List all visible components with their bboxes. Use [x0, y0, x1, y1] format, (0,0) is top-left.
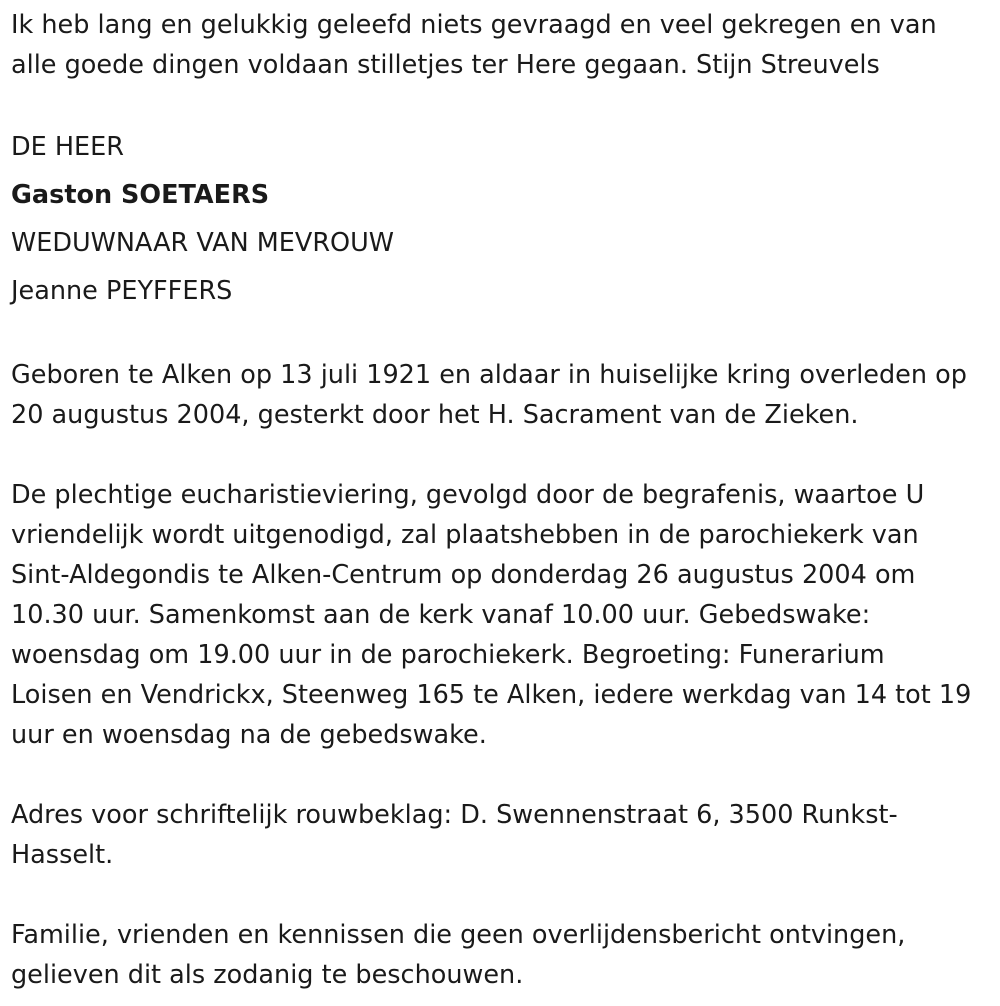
- spouse-name: Jeanne PEYFFERS: [11, 276, 233, 306]
- birth-death-paragraph: [11, 355, 997, 435]
- ceremony-line: Sint-Aldegondis te Alken-Centrum op donderdag 26 augustus 2004 om: [11, 560, 916, 590]
- deceased-block: [11, 123, 997, 315]
- ceremony-line: Loisen en Vendrickx, Steenweg 165 te Alken, iedere werkdag van 14 tot 19: [11, 680, 972, 710]
- paragraph-gap: [11, 85, 997, 125]
- paragraph-gap: [11, 875, 997, 915]
- quote-line: alle goede dingen voldaan stilletjes ter Here gegaan. Stijn Streuvels: [11, 50, 880, 80]
- paragraph-gap: [11, 435, 997, 475]
- closing-line: gelieven dit als zodanig te beschouwen.: [11, 960, 524, 990]
- ceremony-line: 10.30 uur. Samenkomst aan de kerk vanaf 10.00 uur. Gebedswake:: [11, 600, 871, 630]
- deceased-name: Gaston SOETAERS: [11, 180, 270, 210]
- address-paragraph: [11, 795, 997, 875]
- paragraph-gap: [11, 755, 997, 795]
- birth-death-line: 20 augustus 2004, gesterkt door het H. Sacrament van de Zieken.: [11, 400, 859, 430]
- deceased-title: DE HEER: [11, 132, 124, 162]
- ceremony-line: uur en woensdag na de gebedswake.: [11, 720, 487, 750]
- obituary-document: [11, 5, 997, 995]
- closing-paragraph: [11, 915, 997, 995]
- quote-paragraph: [11, 5, 997, 85]
- paragraph-gap: [11, 315, 997, 355]
- deceased-relation: WEDUWNAAR VAN MEVROUW: [11, 228, 394, 258]
- closing-line: Familie, vrienden en kennissen die geen overlijdensbericht ontvingen,: [11, 920, 906, 950]
- address-line: Hasselt.: [11, 840, 114, 870]
- ceremony-paragraph: [11, 475, 997, 755]
- ceremony-line: vriendelijk wordt uitgenodigd, zal plaatshebben in de parochiekerk van: [11, 520, 919, 550]
- address-line: Adres voor schriftelijk rouwbeklag: D. Swennenstraat 6, 3500 Runkst-: [11, 800, 898, 830]
- ceremony-line: De plechtige eucharistieviering, gevolgd door de begrafenis, waartoe U: [11, 480, 925, 510]
- birth-death-line: Geboren te Alken op 13 juli 1921 en aldaar in huiselijke kring overleden op: [11, 360, 967, 390]
- quote-line: Ik heb lang en gelukkig geleefd niets gevraagd en veel gekregen en van: [11, 10, 937, 40]
- ceremony-line: woensdag om 19.00 uur in de parochiekerk. Begroeting: Funerarium: [11, 640, 885, 670]
